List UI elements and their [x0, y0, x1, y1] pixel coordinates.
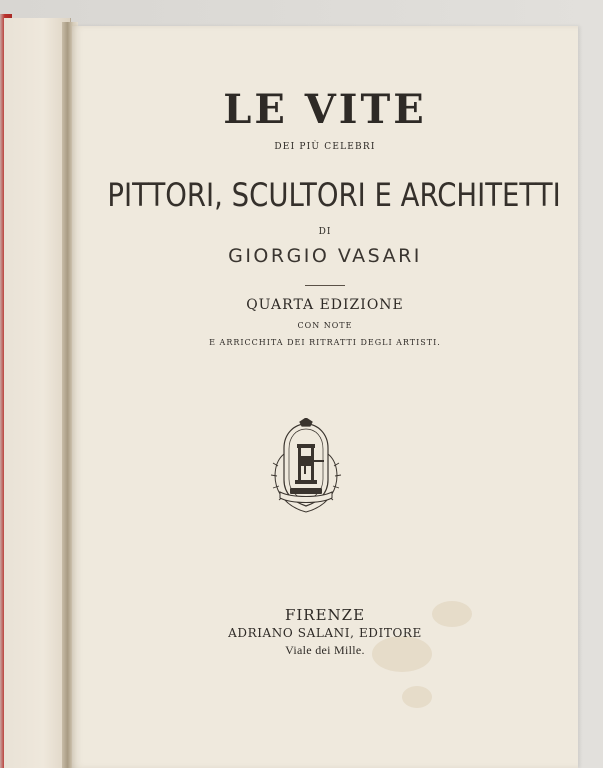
- left-page-edge: [4, 18, 71, 768]
- subtitle-small: DEI PIÙ CELEBRI: [274, 142, 376, 152]
- printing-press-emblem-icon: [266, 418, 346, 518]
- notes-label: CON NOTE: [297, 321, 353, 330]
- enriched-label: E ARRICCHITA DEI RITRATTI DEGLI ARTISTI.: [209, 338, 441, 347]
- paper-stain: [402, 686, 432, 708]
- edition-label: QUARTA EDIZIONE: [246, 297, 404, 313]
- by-label: DI: [318, 227, 332, 237]
- publisher-label: ADRIANO SALANI, EDITORE: [228, 626, 422, 640]
- author-name: GIORGIO VASARI: [228, 245, 422, 267]
- city-label: FIRENZE: [284, 606, 366, 624]
- book-title: LE VITE: [223, 86, 427, 133]
- address-label: Viale dei Mille.: [285, 643, 365, 657]
- divider-rule: [305, 285, 345, 286]
- book-subtitle: PITTORI, SCULTORI E ARCHITETTI: [107, 176, 561, 214]
- title-page: [72, 26, 578, 768]
